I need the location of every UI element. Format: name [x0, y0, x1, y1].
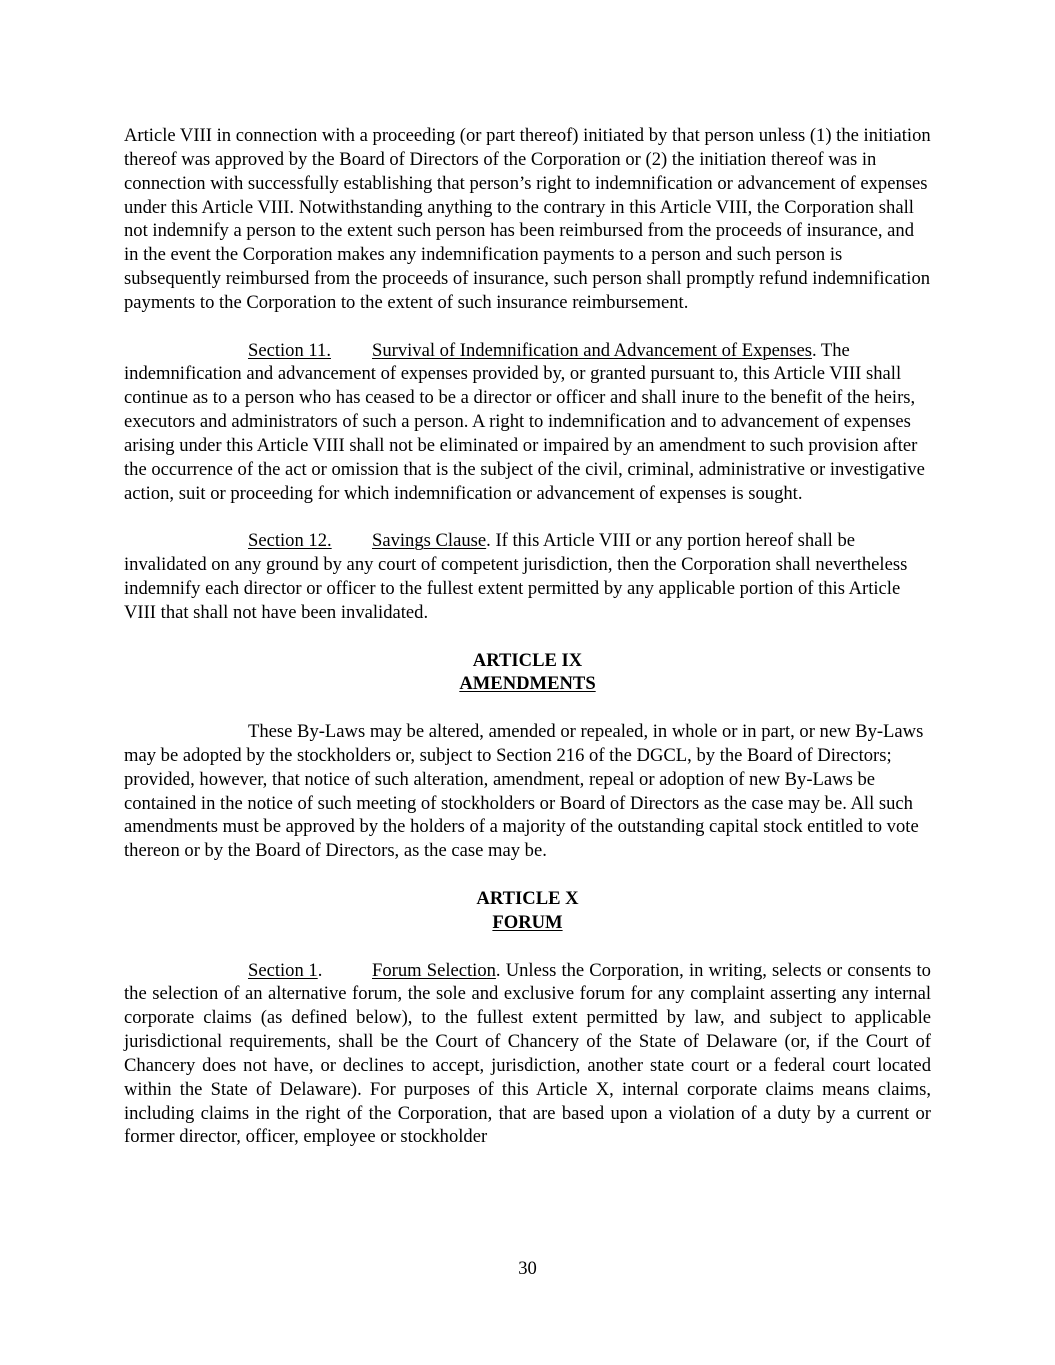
- section-12-title: Savings Clause: [372, 530, 487, 552]
- article-x-heading-block: [124, 887, 931, 935]
- article-ix-subheading-text: AMENDMENTS: [459, 673, 596, 695]
- article-x-section-1-number-cell: [248, 959, 372, 983]
- article-x-section-1-number-suffix: .: [317, 959, 323, 981]
- section-11-paragraph: [124, 339, 931, 506]
- article-x-section-1-number: Section 1: [248, 959, 318, 981]
- section-11-body: . The indemnification and advancement of expenses provided by, or granted pursuant to, this Article VIII shall continue as to a person who has ceased to be a director or officer and shall inure to the benefit of the heirs, executors and administrators of such a person. A right to indemnification and to advancement of expenses arising under this Article VIII shall not be eliminated or impaired by an amendment to such provision after the occurrence of the act or omission that is the subject of the civil, criminal, administrative or investigative action, suit or proceeding for which indemnification or advancement of expenses is sought.: [124, 339, 925, 504]
- intro-paragraph: Article VIII in connection with a proceeding (or part thereof) initiated by that person unless (1) the initiation thereof was approved by the Board of Directors of the Corporation or (2) the initiation thereof was in connection with successfully establishing that person’s right to indemnification or advancement of expenses under this Article VIII. Notwithstanding anything to the contrary in this Article VIII, the Corporation shall not indemnify a person to the extent such person has been reimbursed from the proceeds of insurance, and in the event the Corporation makes any indemnification payments to a person and such person is subsequently reimbursed from the proceeds of insurance, such person shall promptly refund indemnification payments to the Corporation to the extent of such insurance reimbursement.: [124, 125, 931, 313]
- section-12-number-cell: [248, 529, 372, 553]
- article-ix-subheading: [124, 672, 931, 696]
- section-12-body: . If this Article VIII or any portion hereof shall be invalidated on any ground by any court of competent jurisdiction, then the Corporation shall nevertheless indemnify each director or officer to the fullest extent permitted by any applicable portion of this Article VIII that shall not have been invalidated.: [124, 530, 908, 623]
- section-11-title: Survival of Indemnification and Advancement of Expenses: [372, 339, 812, 361]
- section-11-number-cell: [248, 339, 372, 363]
- article-x-section-1-title: Forum Selection: [372, 959, 496, 981]
- article-ix-paragraph: [124, 720, 931, 863]
- article-ix-heading: ARTICLE IX: [472, 649, 583, 671]
- page-number: 30: [518, 1258, 537, 1279]
- document-page: [124, 124, 931, 1149]
- article-x-subheading-text: FORUM: [492, 911, 563, 933]
- article-ix-body: These By-Laws may be altered, amended or repealed, in whole or in part, or new By-Laws may be adopted by the stockholders or, subject to Section 216 of the DGCL, by the Board of Directors; provided, however, that notice of such alteration, amendment, repeal or adoption of new By-Laws be contained in the notice of such meeting of stockholders or Board of Directors as the case may be. All such amendments must be approved by the holders of a majority of the outstanding capital stock entitled to vote thereon or by the Board of Directors, as the case may be.: [124, 721, 924, 862]
- article-x-subheading: [124, 911, 931, 935]
- section-12-number: Section 12.: [248, 530, 332, 552]
- article-x-section-1-body: . Unless the Corporation, in writing, selects or consents to the selection of an alternative forum, the sole and exclusive forum for any complaint asserting any internal corporate claims (as defined below), to the fullest extent permitted by law, and subject to applicable jurisdictional requirements, shall be the Court of Chancery of the State of Delaware (or, if the Court of Chancery does not have, or declines to accept, jurisdiction, another state court or a federal court located within the State of Delaware). For purposes of this Article X, internal corporate claims means claims, including claims in the right of the Corporation, that are based upon a violation of a duty by a current or former director, officer, employee or stockholder: [124, 959, 931, 1148]
- article-ix-heading-block: [124, 649, 931, 697]
- section-12-paragraph: [124, 529, 931, 624]
- article-x-heading: ARTICLE X: [476, 888, 579, 909]
- article-x-section-1-paragraph: [124, 959, 931, 1150]
- section-11-number: Section 11.: [248, 339, 331, 361]
